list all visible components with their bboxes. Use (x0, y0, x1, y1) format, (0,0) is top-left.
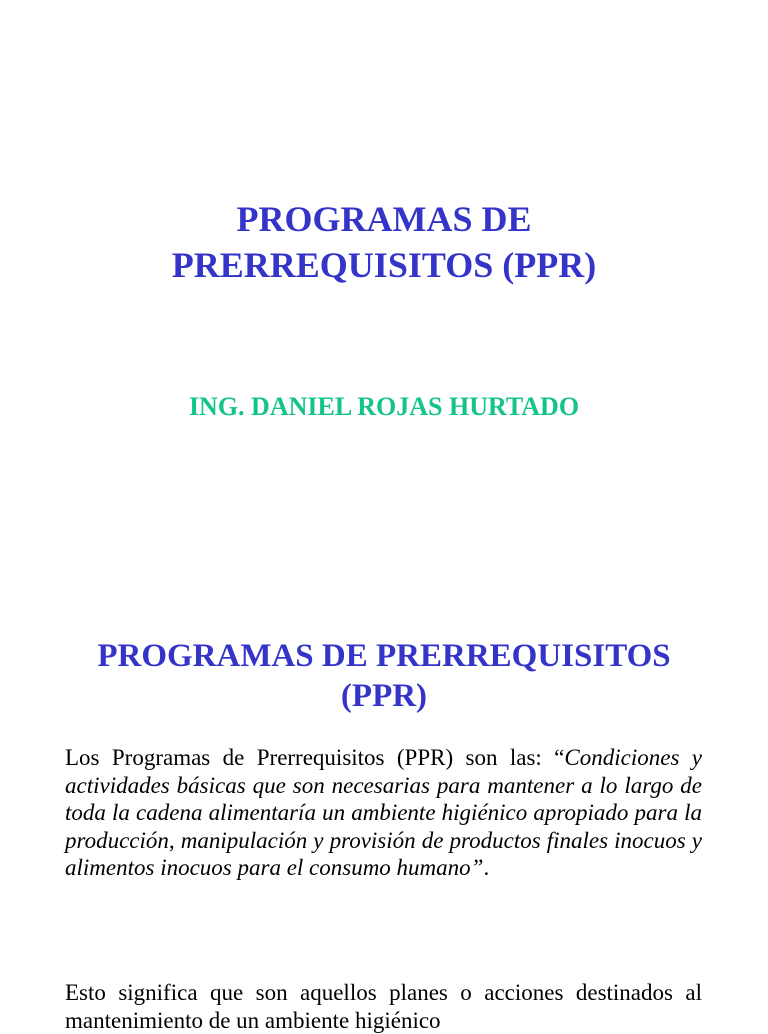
document-title (0, 196, 768, 288)
section-title (0, 636, 768, 716)
definition-intro: Los Programas de Prerrequisitos (PPR) son las: “ (65, 745, 565, 770)
section-title-line-1: PROGRAMAS DE PRERREQUISITOS (97, 638, 671, 674)
definition-paragraph (65, 744, 702, 882)
document-title-line-2: PRERREQUISITOS (PPR) (171, 245, 597, 285)
explanation-paragraph: Esto significa que son aquellos planes o acciones destinados al mantenimiento de un ambiente higiénico (65, 980, 702, 1033)
definition-end: . (483, 855, 490, 880)
definition-quote: Condiciones y actividades básicas que son necesarias para mantener a lo largo de toda la cadena alimentaría un ambiente higiénico apropiado para la producción, manipulación y provisión de productos finales inocuos y alimentos inocuos para el consumo humano” (65, 745, 702, 880)
author-name: ING. DANIEL ROJAS HURTADO (188, 392, 580, 421)
document-title-line-1: PROGRAMAS DE (236, 199, 532, 239)
section-title-line-2: (PPR) (340, 678, 428, 714)
